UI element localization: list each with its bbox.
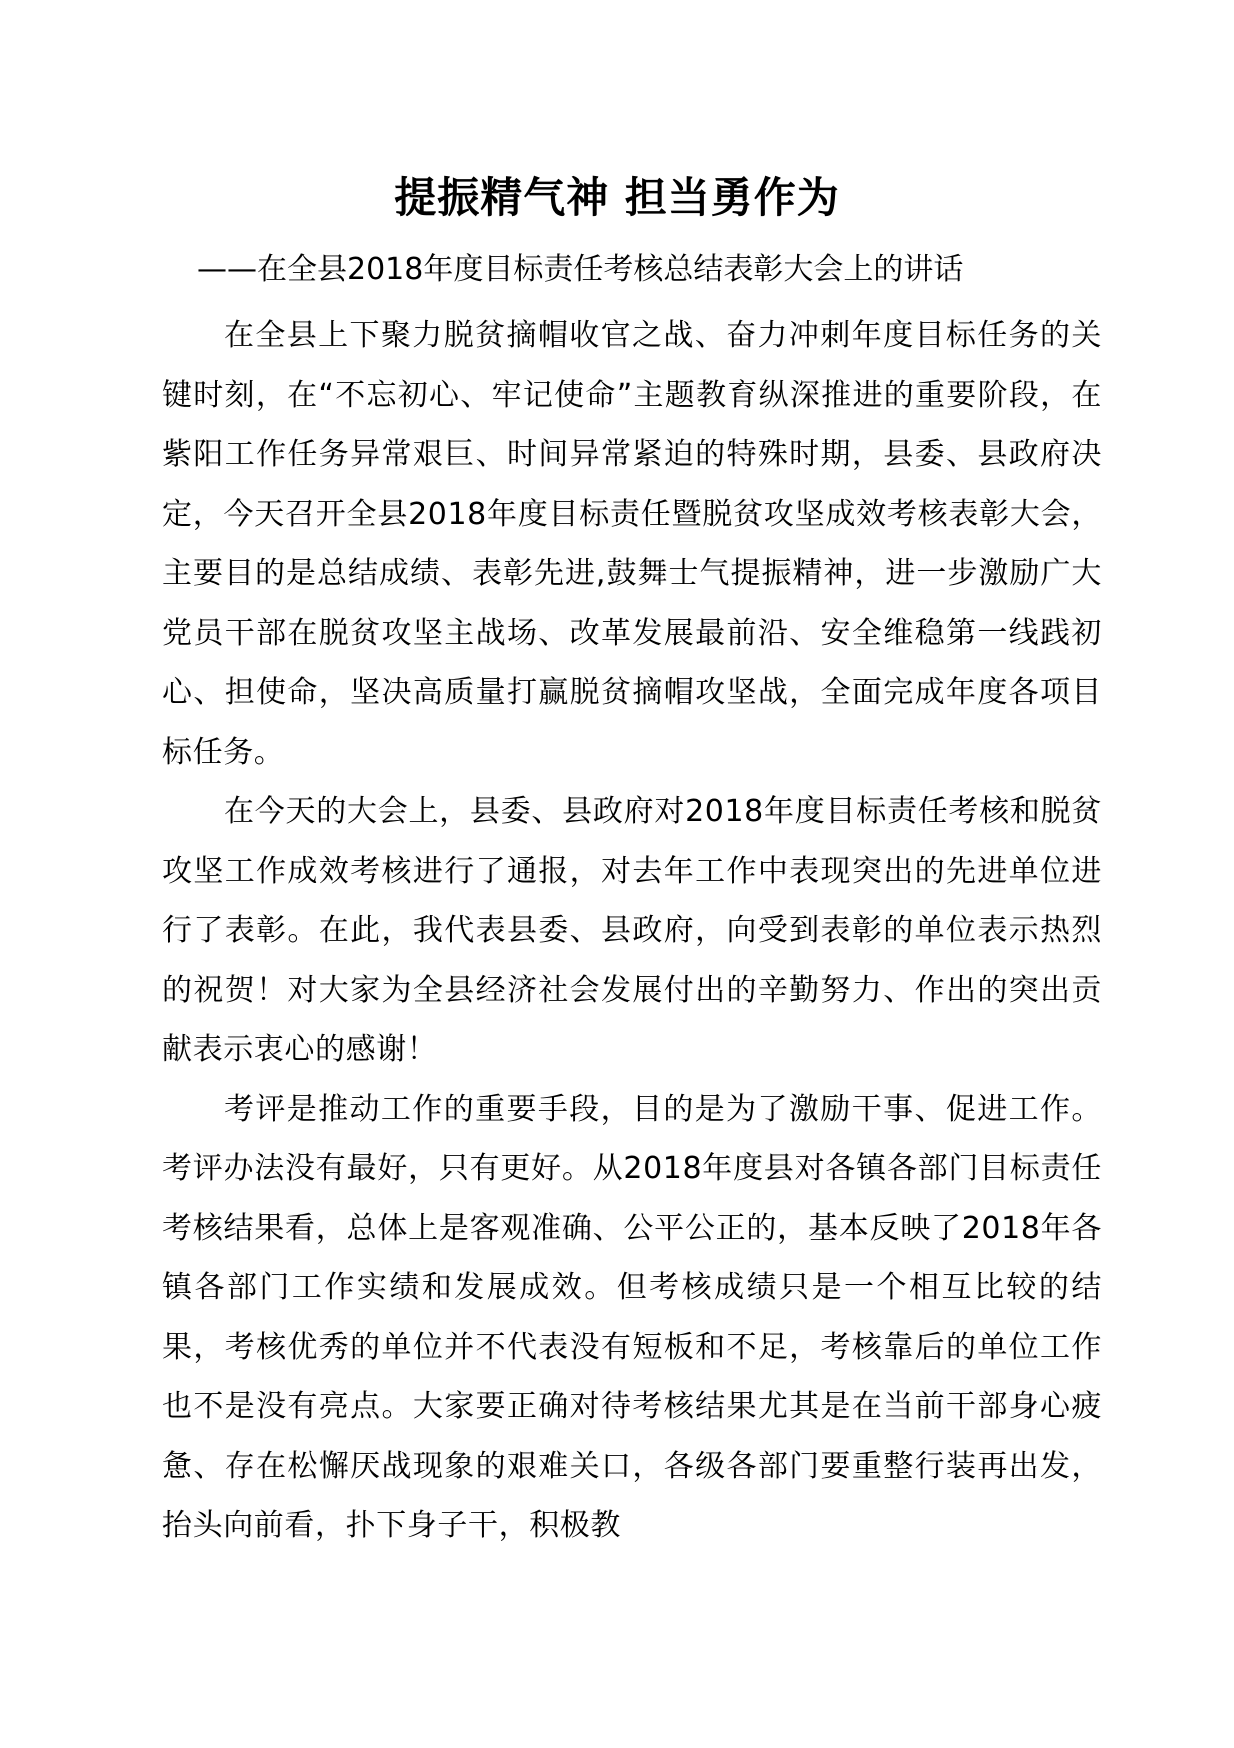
paragraph: 在今天的大会上，县委、县政府对2018年度目标责任考核和脱贫攻坚工作成效考核进行了通报，对去年工作中表现突出的先进单位进行了表彰。在此，我代表县委、县政府，向受到表彰的单位表示热烈的祝贺！对大家为全县经济社会发展付出的辛勤努力、作出的突出贡献表示衷心的感谢！	[162, 794, 1102, 1067]
document-subtitle: ——在全县2018年度目标责任考核总结表彰大会上的讲话	[197, 252, 964, 287]
document-title: 提振精气神 担当勇作为	[394, 173, 840, 222]
paragraph: 在全县上下聚力脱贫摘帽收官之战、奋力冲刺年度目标任务的关键时刻，在“不忘初心、牢记使命”主题教育纵深推进的重要阶段，在紫阳工作任务异常艰巨、时间异常紧迫的特殊时期，县委、县政府决定，今天召开全县2018年度目标责任暨脱贫攻坚成效考核表彰大会，主要目的是总结成绩、表彰先进,鼓舞士气提振精神，进一步激励广大党员干部在脱贫攻坚主战场、改革发展最前沿、安全维稳第一线践初心、担使命，坚决高质量打赢脱贫摘帽攻坚战，全面完成年度各项目标任务。	[162, 318, 1102, 770]
paragraph: 考评是推动工作的重要手段，目的是为了激励干事、促进工作。考评办法没有最好，只有更好。从2018年度县对各镇各部门目标责任考核结果看，总体上是客观准确、公平公正的，基本反映了2018年各镇各部门工作实绩和发展成效。但考核成绩只是一个相互比较的结果，考核优秀的单位并不代表没有短板和不足，考核靠后的单位工作也不是没有亮点。大家要正确对待考核结果尤其是在当前干部身心疲惫、存在松懈厌战现象的艰难关口，各级各部门要重整行装再出发，抬头向前看，扑下身子干，积极教	[162, 1091, 1102, 1543]
document-body	[162, 306, 1102, 1556]
